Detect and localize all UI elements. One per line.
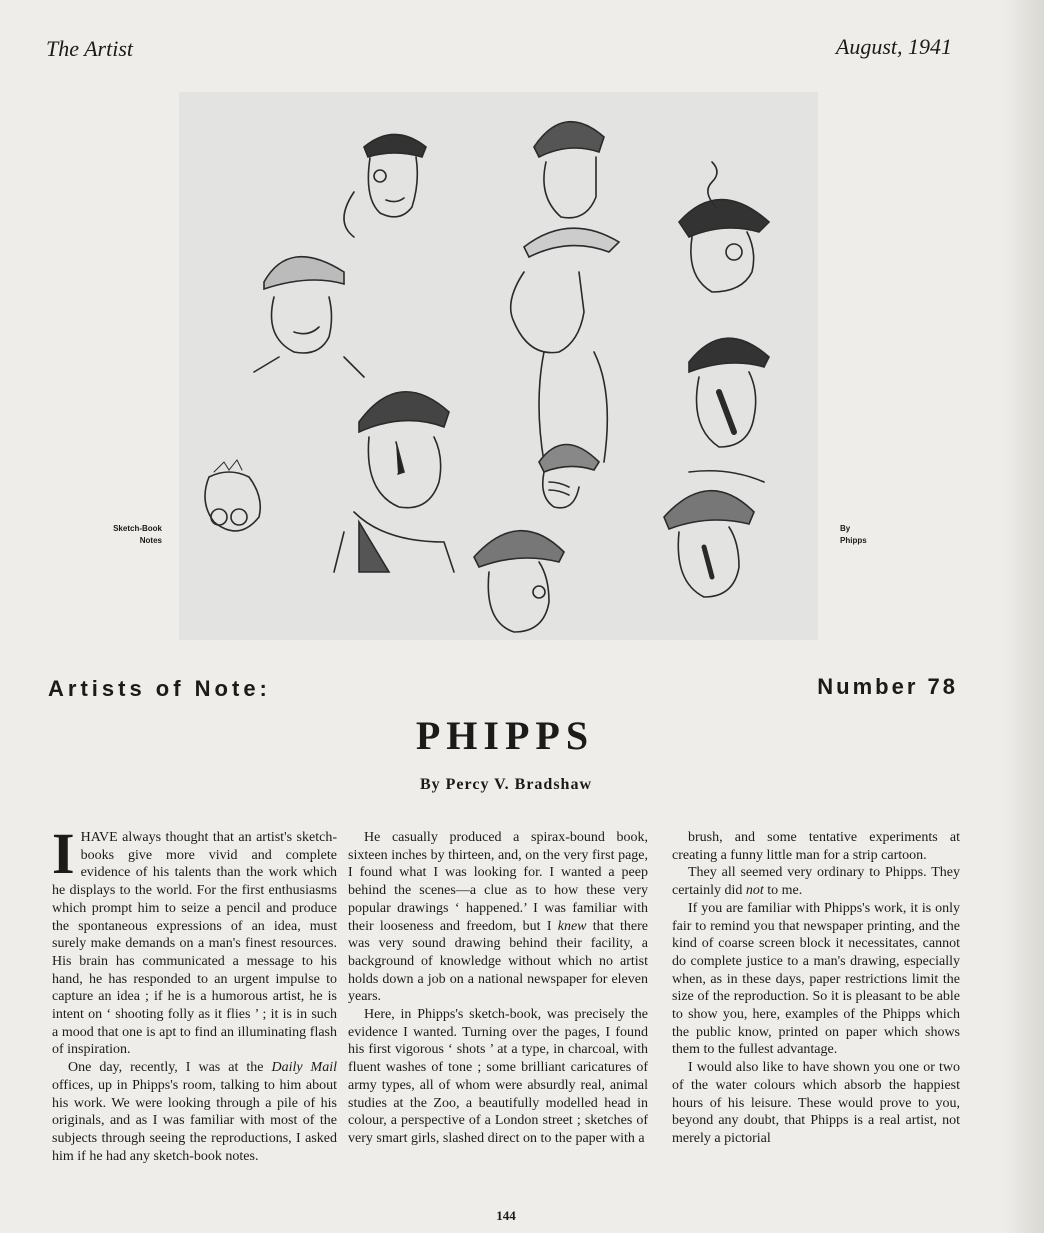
running-head-date: August, 1941 bbox=[835, 34, 952, 59]
caption-sketch-book-notes bbox=[100, 523, 162, 547]
drop-cap: I bbox=[52, 821, 75, 886]
italic-text: knew bbox=[557, 918, 587, 934]
paragraph bbox=[52, 1059, 337, 1165]
caption-line: Notes bbox=[139, 536, 162, 545]
text-run: They all seemed very ordinary to Phipps. They certainly did bbox=[672, 865, 960, 899]
paragraph bbox=[672, 829, 960, 864]
caption-line: Sketch-Book bbox=[113, 524, 162, 533]
text-run: brush, and some tentative experiments at creating a funny little man for a strip cartoon. bbox=[672, 830, 960, 863]
text-run: that there was very sound drawing behind their facility, a background of knowledge without which no artist holds down a job on a national newspaper for eleven years. bbox=[348, 918, 648, 1005]
text-run: to me. bbox=[763, 883, 803, 899]
sketch-head bbox=[534, 122, 604, 218]
sketch-illustration bbox=[179, 92, 818, 640]
sketch-head bbox=[679, 162, 769, 292]
series-heading: Artists of Note: bbox=[48, 676, 271, 701]
paragraph bbox=[672, 864, 960, 899]
text-run: offices, up in Phipps's room, talking to him about his work. We were looking through a pile of his originals, and as I was familiar with most of the subjects through seeing the reproductions, I asked him if he had any sketch-book notes. bbox=[52, 1077, 337, 1164]
text-run: If you are familiar with Phipps's work, it is only fair to remind you that newspaper printing, and the kind of coarse screen block it necessitates, cannot do complete justice to a man's drawing, especially when, as in these days, paper restrictions limit the size of the reproduction. So it is pleasant to be able to show you, here, examples of the Phipps which the public know, printed on paper which shows them to the fullest advantage. bbox=[672, 900, 960, 1058]
sketch-head bbox=[689, 338, 769, 482]
paragraph bbox=[672, 900, 960, 1059]
caricature-sketches bbox=[179, 92, 818, 640]
italic-text: Daily Mail bbox=[271, 1060, 337, 1076]
text-run: Here, in Phipps's sketch-book, was precisely the evidence I wanted. Turning over the pages, I found his first vigorous ‘ shots ’ at a type, in charcoal, with fluent washes of tone ; some brilliant caricatures of army types, all of whom were absurdly real, animal studies at the Zoo, a beautifully modelled head in colour, a perspective of a London street ; sketches of very smart girls, slashed direct on to the paper with a bbox=[348, 1007, 648, 1146]
sketch-head bbox=[344, 135, 426, 238]
article-title: PHIPPS bbox=[415, 713, 595, 758]
italic-text: not bbox=[745, 883, 764, 899]
paragraph bbox=[52, 821, 337, 1059]
article-byline: By Percy V. Bradshaw bbox=[419, 776, 592, 793]
sketch-head bbox=[474, 531, 564, 632]
sketch-head bbox=[539, 445, 599, 508]
caption-line: Phipps bbox=[840, 536, 867, 545]
caption-line: By bbox=[840, 524, 851, 533]
sketch-head bbox=[664, 491, 754, 597]
text-run: He casually produced a spirax-bound book, sixteen inches by thirteen, and, on the very first page, I found what I was looking for. I wanted a peep behind the scenes—a clue as to how these very popular drawings ‘ happened.’ I was familiar with their looseness and freedom, but I bbox=[348, 830, 648, 934]
sketch-head bbox=[334, 392, 454, 572]
sketch-head bbox=[511, 228, 619, 462]
text-column-2 bbox=[348, 829, 648, 1148]
sketch-head bbox=[254, 257, 364, 377]
text-column-1 bbox=[52, 821, 337, 1165]
text-run: I would also like to have shown you one or two of the water colours which absorb the happiest hours of his leisure. These would prove to you, beyond any doubt, that Phipps is a real artist, not merely a pictorial bbox=[672, 1060, 960, 1146]
series-number: Number 78 bbox=[817, 674, 958, 699]
text-run: One day, recently, I was at the bbox=[68, 1060, 272, 1076]
sketch-head bbox=[205, 460, 260, 531]
text-column-3 bbox=[672, 829, 960, 1148]
caption-credit bbox=[840, 523, 867, 547]
running-head-publication: The Artist bbox=[46, 36, 134, 61]
paragraph bbox=[348, 829, 648, 1006]
page-edge-shadow bbox=[1004, 0, 1044, 1233]
paragraph bbox=[672, 1059, 960, 1148]
text-run: HAVE always thought that an artist's sketch-books give more vivid and complete evidence of his talents than the work which he displays to the world. For the first enthusiasms which prompt him to seize a pencil and produce the spontaneous expressions of an idea, must surely make demands on a man's finest resources. His brain has communicated a message to his hand, he has responded to an urgent impulse to capture an idea ; if he is a humorous artist, he is intent on ‘ shooting folly as it flies ’ ; it is in such a mood that one is apt to find an illuminating flash of inspiration. bbox=[52, 830, 337, 1058]
page-number: 144 bbox=[496, 1208, 516, 1223]
paragraph bbox=[348, 1006, 648, 1148]
